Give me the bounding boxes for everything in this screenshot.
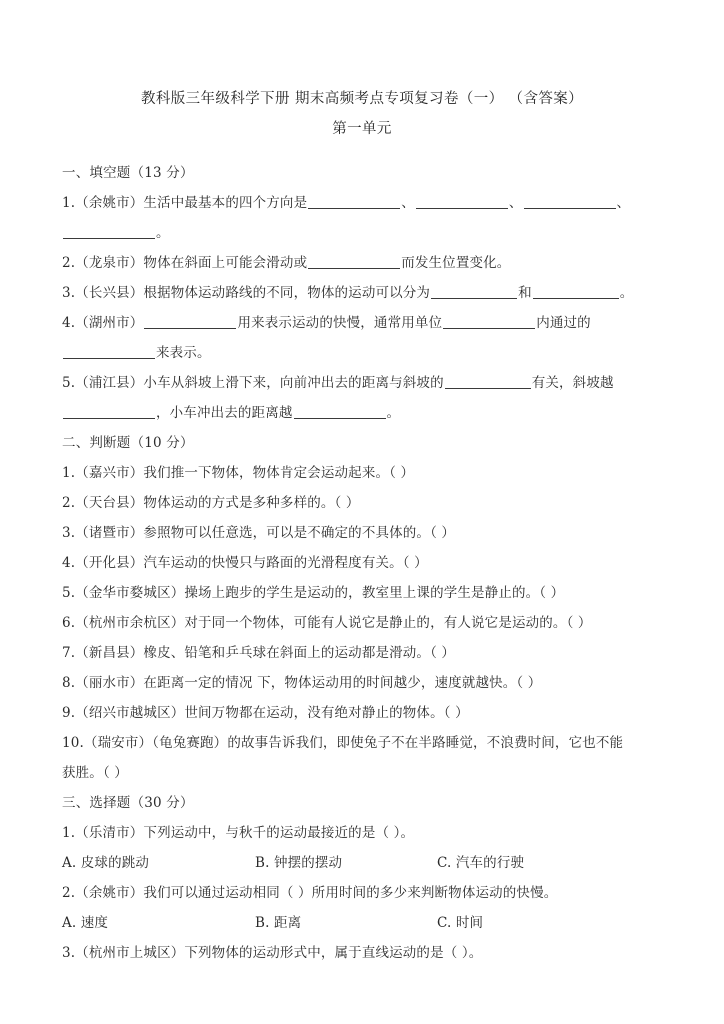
option-a[interactable]: A. 皮球的跳动 [62, 855, 150, 871]
answer-blank[interactable] [443, 315, 535, 329]
question-line [62, 308, 666, 338]
answer-blank[interactable] [144, 315, 236, 329]
option-row [62, 908, 666, 938]
question-text: 1.（嘉兴市）我们推一下物体，物体肯定会运动起来。（ ） [62, 465, 415, 481]
answer-blank[interactable] [63, 405, 155, 419]
question-text: 、 [616, 195, 631, 211]
answer-blank[interactable] [63, 345, 155, 359]
question-line [62, 278, 666, 308]
question-stem: 2.（余姚市）我们可以通过运动相同（ ）所用时间的多少来判断物体运动的快慢。 [62, 885, 558, 901]
option-b[interactable]: B. 距离 [255, 915, 302, 931]
question-text: 4.（湖州市） [62, 315, 144, 331]
question-text: 内通过的 [536, 315, 591, 331]
section-heading-true-false: 二、判断题（10 分） [62, 435, 194, 451]
question-line [62, 188, 666, 218]
question-text: ，小车冲出去的距离越 [156, 405, 293, 421]
question-stem: 3.（杭州市上城区）下列物体的运动形式中，属于直线运动的是（ ）。 [62, 945, 483, 961]
question-line [62, 698, 666, 728]
question-text: 获胜。（ ） [62, 765, 128, 781]
answer-blank[interactable] [308, 195, 400, 209]
answer-blank[interactable] [524, 195, 616, 209]
question-line [62, 368, 666, 398]
question-stem: 1.（乐清市）下列运动中，与秋千的运动最接近的是（ ）。 [62, 825, 415, 841]
question-line [62, 458, 666, 488]
question-text: 10.（瑞安市）（龟兔赛跑）的故事告诉我们，即使兔子不在半路睡觉，不浪费时间，它也不能 [62, 735, 624, 751]
question-text: 3.（诸暨市）参照物可以任意选，可以是不确定的不具体的。（ ） [62, 525, 456, 541]
question-text: 而发生位置变化。 [401, 255, 511, 271]
answer-blank[interactable] [431, 285, 517, 299]
question-line [62, 608, 666, 638]
question-text: 1.（余姚市）生活中最基本的四个方向是 [62, 195, 308, 211]
question-line [62, 578, 666, 608]
answer-blank[interactable] [445, 375, 531, 389]
question-text: 3.（长兴县）根据物体运动路线的不同，物体的运动可以分为 [62, 285, 431, 301]
option-a[interactable]: A. 速度 [62, 915, 109, 931]
question-text: 来表示。 [156, 345, 211, 361]
question-line [62, 668, 666, 698]
question-line [62, 728, 666, 758]
question-text: 2.（龙泉市）物体在斜面上可能会滑动或 [62, 255, 308, 271]
question-line [62, 398, 666, 428]
question-text: 2.（天台县）物体运动的方式是多种多样的。（ ） [62, 495, 360, 511]
option-c[interactable]: C. 汽车的行驶 [437, 855, 525, 871]
page-title: 教科版三年级科学下册 期末高频考点专项复习卷（一） （含答案） [140, 91, 584, 107]
question-text: 。 [156, 225, 170, 241]
question-line [62, 548, 666, 578]
question-line [62, 638, 666, 668]
question-line [62, 488, 666, 518]
option-row [62, 848, 666, 878]
question-text: 6.（杭州市余杭区）对于同一个物体，可能有人说它是静止的，有人说它是运动的。（ ） [62, 615, 592, 631]
question-text: 4.（开化县）汽车运动的快慢只与路面的光滑程度有关。（ ） [62, 555, 428, 571]
question-text: 5.（金华市婺城区）操场上跑步的学生是运动的，教室里上课的学生是静止的。（ ） [62, 585, 565, 601]
question-text: 、 [508, 195, 523, 211]
answer-blank[interactable] [294, 405, 386, 419]
question-line [62, 248, 666, 278]
question-line [62, 758, 666, 788]
question-line [62, 518, 666, 548]
question-line [62, 338, 666, 368]
question-text: 有关，斜坡越 [531, 375, 614, 391]
question-line [62, 218, 666, 248]
question-text: 9.（绍兴市越城区）世间万物都在运动，没有绝对静止的物体。（ ） [62, 705, 469, 721]
answer-blank[interactable] [416, 195, 508, 209]
question-text: 5.（浦江县）小车从斜坡上滑下来，向前冲出去的距离与斜坡的 [62, 375, 444, 391]
answer-blank[interactable] [308, 255, 400, 269]
question-text: 。 [619, 285, 634, 301]
question-text: 、 [401, 195, 415, 211]
question-text: 用来表示运动的快慢，通常用单位 [237, 315, 443, 331]
question-text: 8.（丽水市）在距离一定的情况 下，物体运动用的时间越少，速度就越快。（ ） [62, 675, 542, 691]
page-subtitle: 第一单元 [332, 121, 392, 137]
option-c[interactable]: C. 时间 [437, 915, 484, 931]
option-b[interactable]: B. 钟摆的摆动 [255, 855, 343, 871]
question-text: 7.（新昌县）橡皮、铅笔和乒乓球在斜面上的运动都是滑动。（ ） [62, 645, 456, 661]
question-text: 。 [386, 405, 401, 421]
question-text: 和 [518, 285, 532, 301]
exam-body [0, 158, 724, 968]
answer-blank[interactable] [533, 285, 619, 299]
answer-blank[interactable] [63, 225, 155, 239]
section-heading-multiple-choice: 三、选择题（30 分） [62, 795, 194, 811]
section-heading-fill-in-blank: 一、填空题（13 分） [62, 165, 194, 181]
